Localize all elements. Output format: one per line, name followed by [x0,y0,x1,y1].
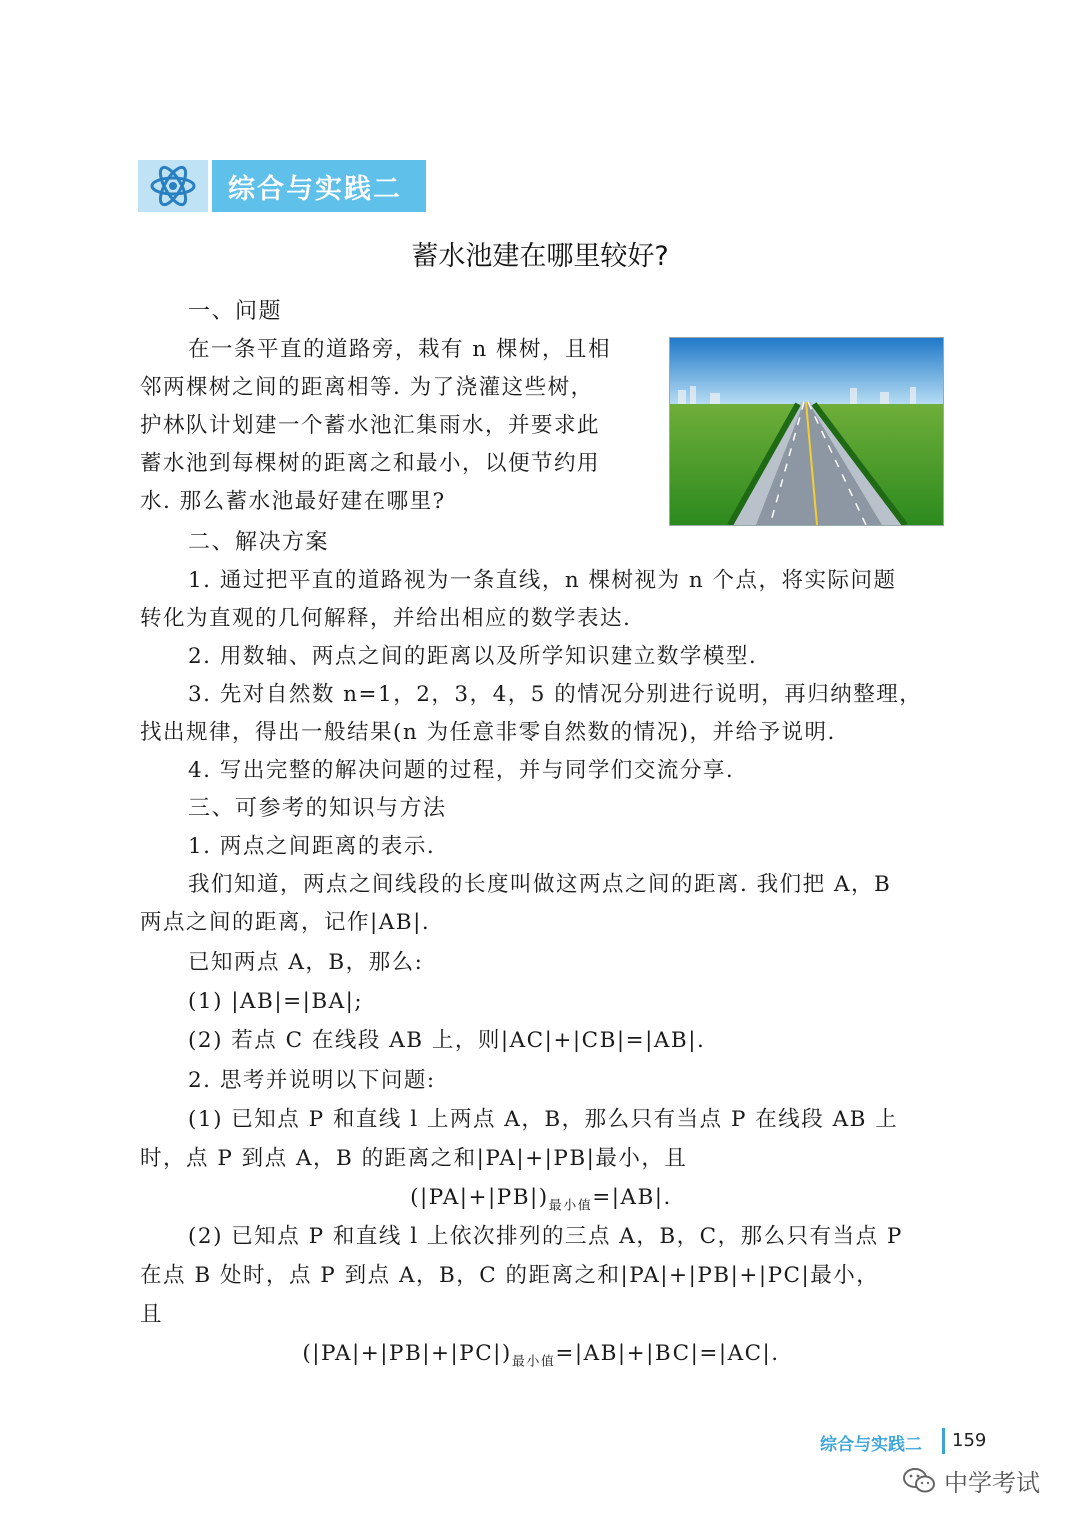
road-photo [669,337,944,526]
methods-point-1: 1. 两点之间距离的表示. [188,834,436,859]
section-heading-methods: 三、可参考的知识与方法 [188,796,447,821]
plan-item-3-line-1: 3. 先对自然数 n=1，2，3，4，5 的情况分别进行说明，再归纳整理， [188,682,923,707]
methods-para-2-line-2: 两点之间的距离，记作|AB|. [140,910,431,935]
footer-section-label: 综合与实践二 [820,1435,922,1455]
banner-icon-box [138,160,208,212]
question-2-line-1: (2) 已知点 P 和直线 l 上依次排列的三点 A，B，C，那么只有当点 P [188,1224,903,1249]
watermark [902,1463,1040,1498]
page-number: 159 [952,1430,987,1451]
footer-divider [942,1428,945,1454]
banner-title: 综合与实践二 [228,173,402,205]
problem-line-3: 护林队计划建一个蓄水池汇集雨水，并要求此 [140,413,601,438]
problem-line-5: 水. 那么蓄水池最好建在哪里? [140,489,446,514]
methods-point-2: 2. 思考并说明以下问题: [188,1068,436,1093]
section-heading-problem: 一、问题 [188,299,283,324]
plan-item-1-line-1: 1. 通过把平直的道路视为一条直线，n 棵树视为 n 个点，将实际问题 [188,568,897,593]
plan-item-4: 4. 写出完整的解决问题的过程，并与同学们交流分享. [188,758,735,783]
formula-1-sub: 最小值 [548,1198,593,1214]
plan-item-3-line-2: 找出规律，得出一般结果(n 为任意非零自然数的情况)，并给予说明. [140,720,836,745]
wechat-icon [902,1467,936,1495]
methods-rule-1: (1) |AB|=|BA|; [188,989,364,1014]
banner-title-box [212,160,426,212]
watermark-text: 中学考试 [944,1469,1040,1497]
question-1-line-2: 时，点 P 到点 A，B 的距离之和|PA|+|PB|最小，且 [140,1146,688,1171]
problem-line-4: 蓄水池到每棵树的距离之和最小，以便节约用 [140,451,601,476]
problem-line-1: 在一条平直的道路旁，栽有 n 棵树，且相 [188,337,612,362]
methods-given: 已知两点 A，B，那么: [188,950,424,975]
question-1-line-1: (1) 已知点 P 和直线 l 上两点 A，B，那么只有当点 P 在线段 AB 上 [188,1107,899,1132]
problem-line-2: 邻两棵树之间的距离相等. 为了浇灌这些树， [140,375,594,400]
formula-2-main: (|PA|+|PB|+|PC|) [302,1341,512,1366]
formula-1-main: (|PA|+|PB|) [410,1185,549,1210]
page-title: 蓄水池建在哪里较好? [411,241,669,272]
formula-1-tail: =|AB|. [592,1185,672,1210]
methods-para-2-line-1: 我们知道，两点之间线段的长度叫做这两点之间的距离. 我们把 A，B [188,872,892,897]
question-2-line-3: 且 [140,1302,164,1327]
formula-2 [140,1335,942,1381]
question-2-line-2: 在点 B 处时，点 P 到点 A，B，C 的距离之和|PA|+|PB|+|PC|最小， [140,1263,880,1288]
formula-2-tail: =|AB|+|BC|=|AC|. [555,1341,780,1366]
atom-icon [148,164,198,208]
section-banner [138,160,426,212]
plan-item-2: 2. 用数轴、两点之间的距离以及所学知识建立数学模型. [188,644,758,669]
section-heading-plan: 二、解决方案 [188,530,330,555]
formula-2-sub: 最小值 [511,1354,556,1370]
plan-item-1-line-2: 转化为直观的几何解释，并给出相应的数学表达. [140,606,632,631]
methods-rule-2: (2) 若点 C 在线段 AB 上，则|AC|+|CB|=|AB|. [188,1028,706,1053]
